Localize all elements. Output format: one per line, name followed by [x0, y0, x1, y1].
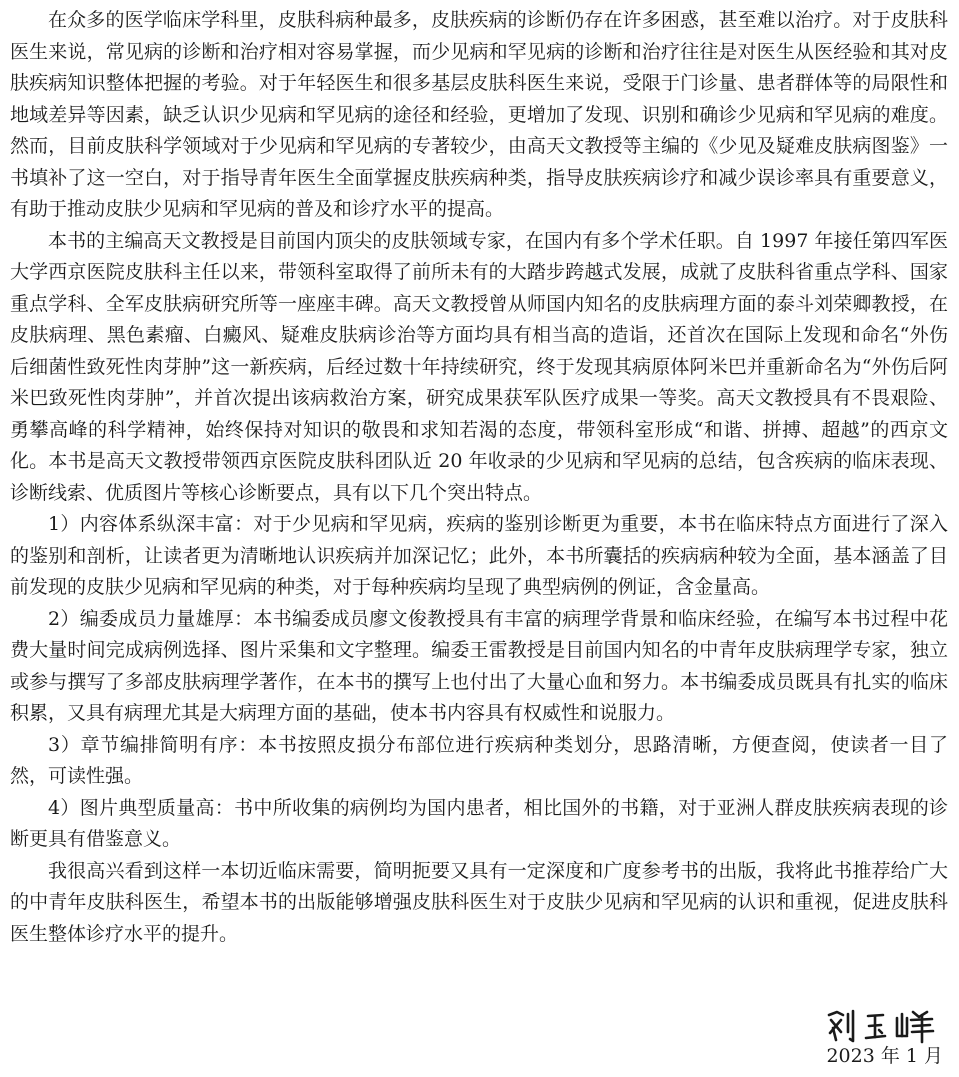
signature-date: 2023 年 1 月: [826, 1045, 943, 1067]
paragraph-feature-2: 2）编委成员力量雄厚：本书编委成员廖文俊教授具有丰富的病理学背景和临床经验，在编写本书过程中花费大量时间完成病例选择、图片采集和文字整理。编委王雷教授是目前国内知名的中青年皮肤病理学专家，独立或参与撰写了多部皮肤病理学著作，在本书的撰写上也付出了大量心血和努力。本书编委成员既具有扎实的临床积累，又具有病理尤其是大病理方面的基础，使本书内容具有权威性和说服力。: [10, 607, 948, 724]
signature-name: [823, 1006, 943, 1046]
paragraph-editor-profile: 本书的主编高天文教授是目前国内顶尖的皮肤领域专家，在国内有多个学术任职。自 1997 年接任第四军医大学西京医院皮肤科主任以来，带领科室取得了前所未有的大踏步跨越式发展，成就了皮肤科省重点学科、国家重点学科、全军皮肤病研究所等一座座丰碑。高天文教授曾从师国内知名的皮肤病理方面的泰斗刘荣卿教授，在皮肤病理、黑色素瘤、白癜风、疑难皮肤病诊治等方面均具有相当高的造诣，还首次在国际上发现和命名“外伤后细菌性致死性肉芽肿”这一新疾病，后经过数十年持续研究，终于发现其病原体阿米巴并重新命名为“外伤后阿米巴致死性肉芽肿”，并首次提出该病救治方案，研究成果获军队医疗成果一等奖。高天文教授具有不畏艰险、勇攀高峰的科学精神，始终保持对知识的敬畏和求知若渴的态度，带领科室形成“和谐、拼搏、超越”的西京文化。本书是高天文教授带领西京医院皮肤科团队近 20 年收录的少见病和罕见病的总结，包含疾病的临床表现、诊断线索、优质图片等核心诊断要点，具有以下几个突出特点。: [10, 229, 948, 504]
paragraph-feature-3: 3）章节编排简明有序：本书按照皮损分布部位进行疾病种类划分，思路清晰，方便查阅，使读者一目了然，可读性强。: [10, 733, 948, 787]
foreword-body: [10, 5, 948, 950]
paragraph-conclusion: 我很高兴看到这样一本切近临床需要，简明扼要又具有一定深度和广度参考书的出版，我将此书推荐给广大的中青年皮肤科医生，希望本书的出版能够增强皮肤科医生对于皮肤少见病和罕见病的认识和重视，促进皮肤科医生整体诊疗水平的提升。: [10, 859, 948, 945]
paragraph-feature-4: 4）图片典型质量高：书中所收集的病例均为国内患者，相比国外的书籍，对于亚洲人群皮肤疾病表现的诊断更具有借鉴意义。: [10, 796, 948, 850]
handwritten-signature: [823, 1006, 943, 1046]
paragraph-intro: 在众多的医学临床学科里，皮肤科病种最多，皮肤疾病的诊断仍存在许多困惑，甚至难以治疗。对于皮肤科医生来说，常见病的诊断和治疗相对容易掌握，而少见病和罕见病的诊断和治疗往往是对医生从医经验和其对皮肤疾病知识整体把握的考验。对于年轻医生和很多基层皮肤科医生来说，受限于门诊量、患者群体等的局限性和地域差异等因素，缺乏认识少见病和罕见病的途径和经验，更增加了发现、识别和确诊少见病和罕见病的难度。然而，目前皮肤科学领域对于少见病和罕见病的专著较少，由高天文教授等主编的《少见及疑难皮肤病图鉴》一书填补了这一空白，对于指导青年医生全面掌握皮肤疾病种类，指导皮肤疾病诊疗和减少误诊率具有重要意义，有助于推动皮肤少见病和罕见病的普及和诊疗水平的提高。: [10, 9, 948, 220]
paragraph-feature-1: 1）内容体系纵深丰富：对于少见病和罕见病，疾病的鉴别诊断更为重要，本书在临床特点方面进行了深入的鉴别和剖析，让读者更为清晰地认识疾病并加深记忆；此外，本书所囊括的疾病病种较为全面，基本涵盖了目前发现的皮肤少见病和罕见病的种类，对于每种疾病均呈现了典型病例的例证，含金量高。: [10, 513, 948, 598]
